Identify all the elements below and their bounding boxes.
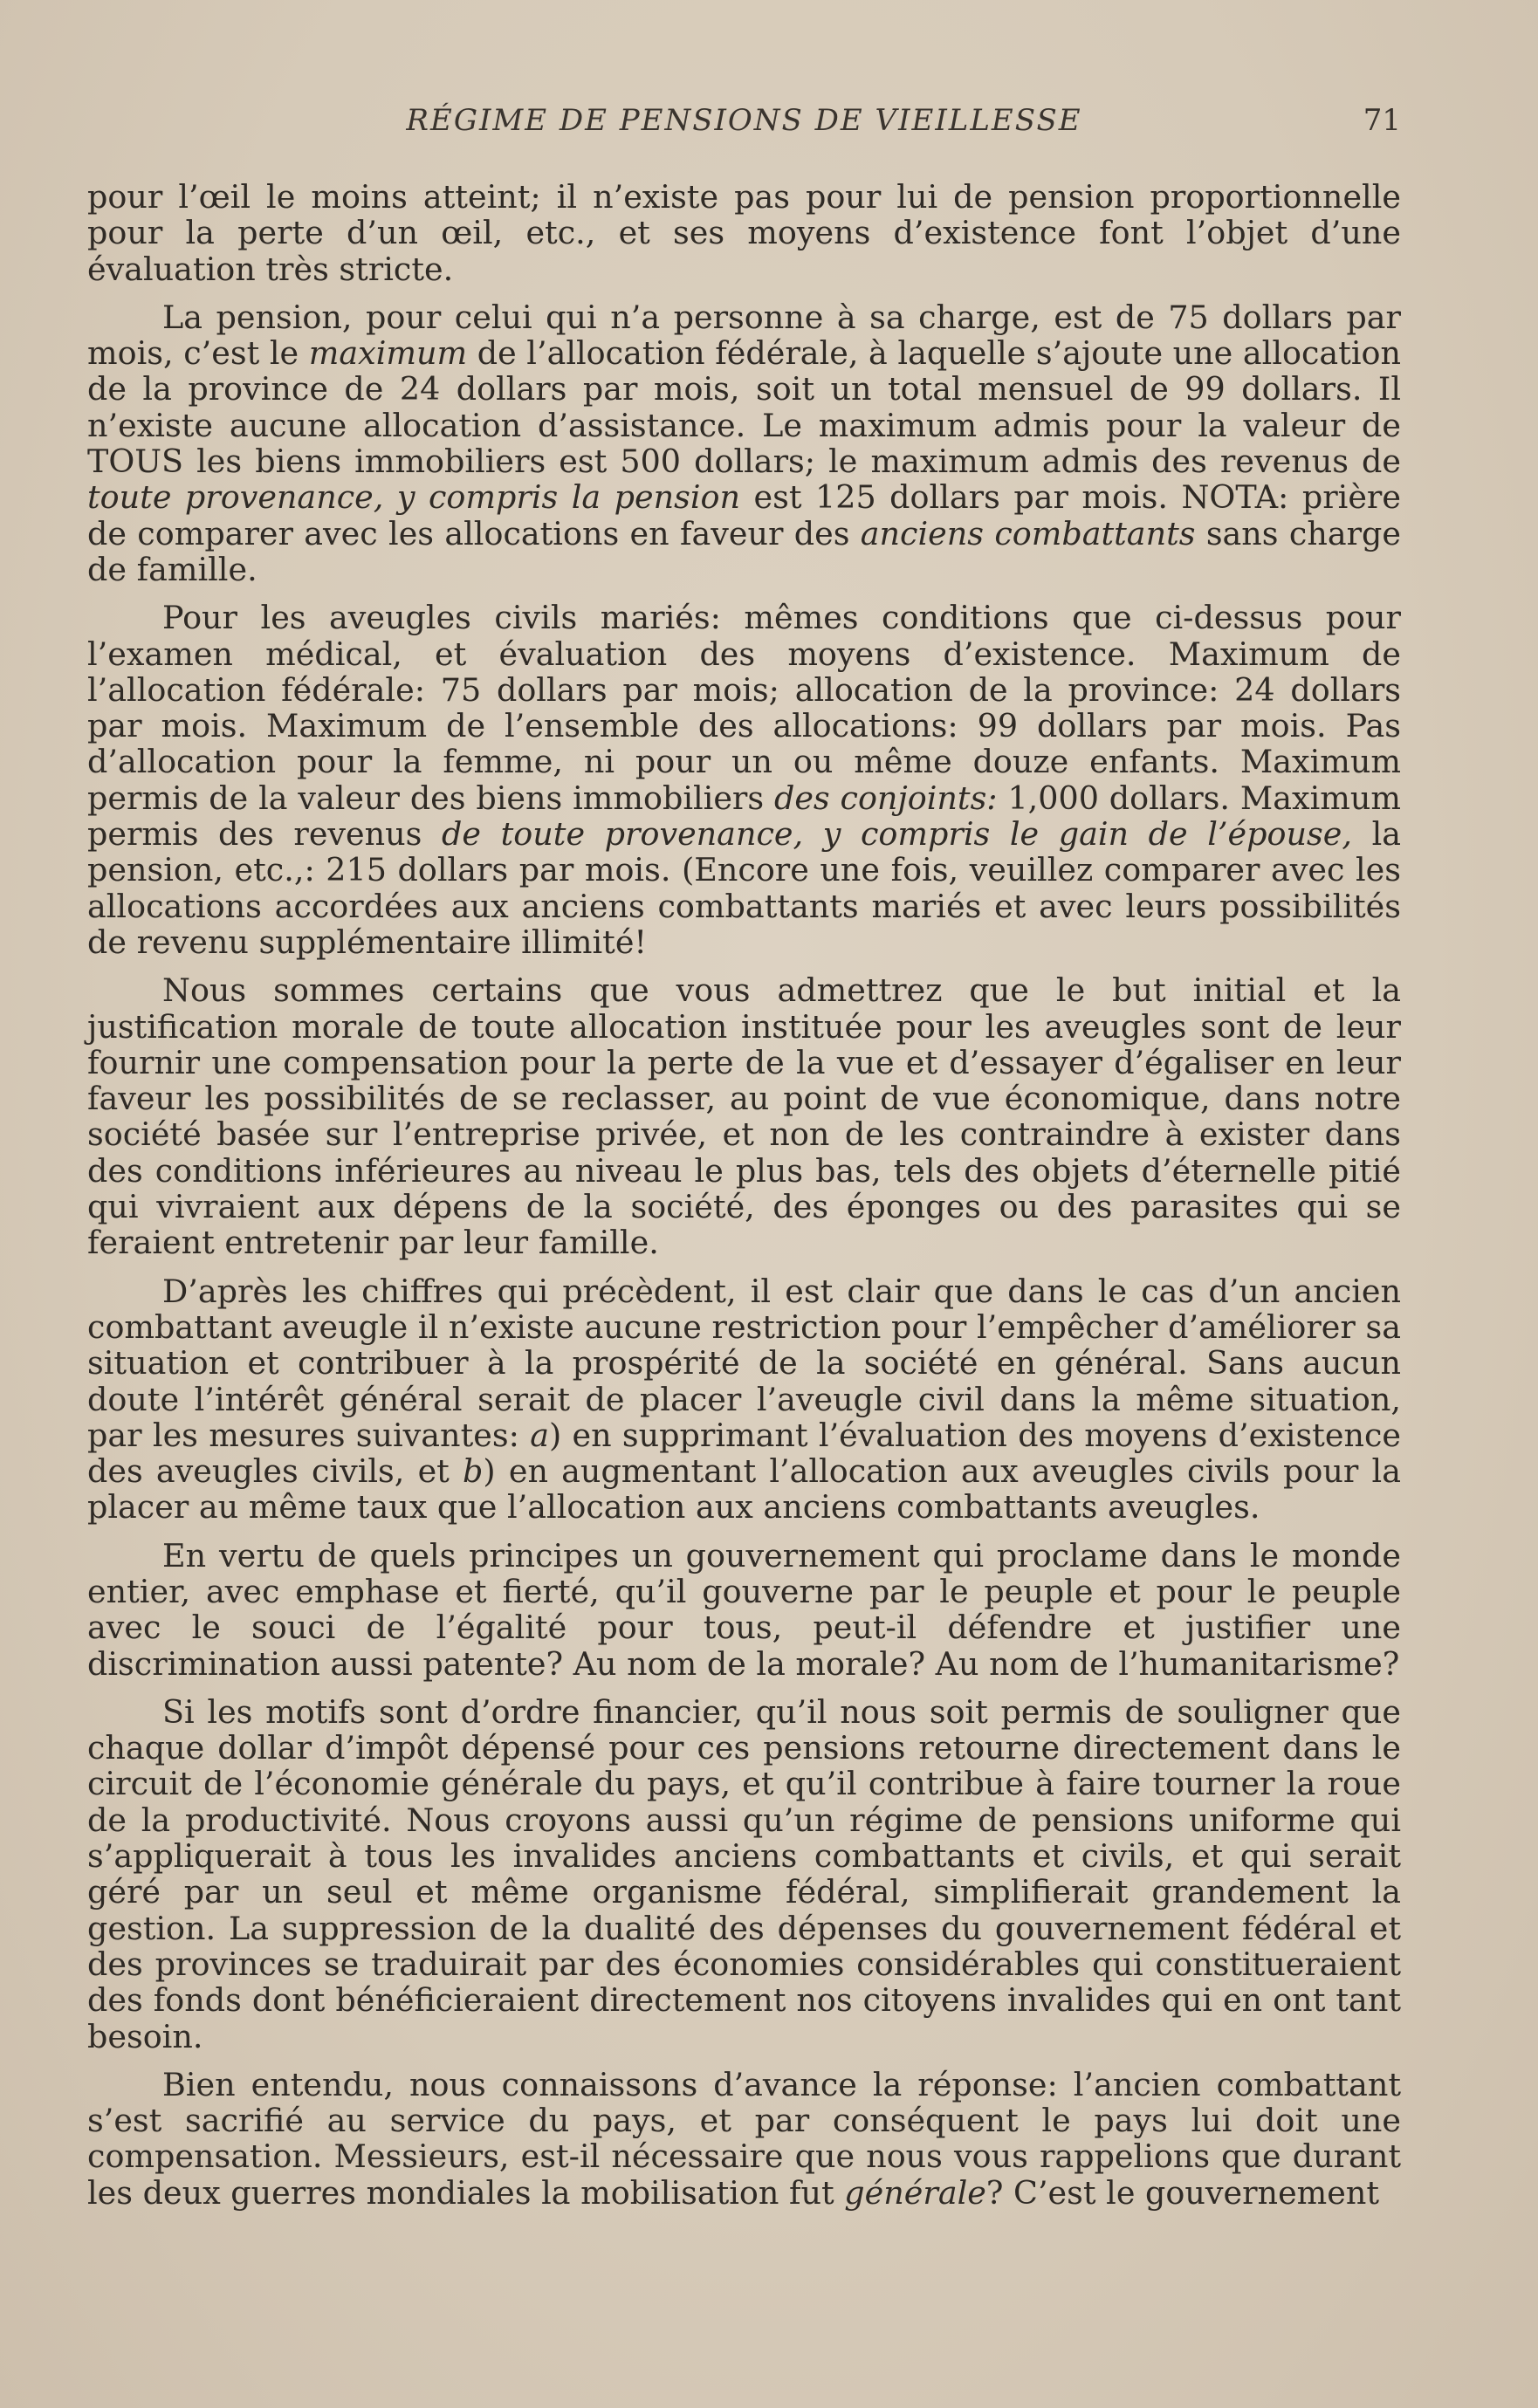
text-segment: sans charge de famille. <box>87 514 1401 588</box>
italic-text-segment: a <box>530 1416 549 1454</box>
text-segment: est 125 dollars par mois. NOTA: prière de comparer avec les allocations en faveur des <box>87 478 1401 552</box>
text-segment: Si les motifs sont d’ordre financier, qu’il nous soit permis de souligner que chaque dollar d’impôt dépensé pour ces pensions retourne directement dans le circuit de l’économie générale du pays, et qu’il contribue à faire tourner la roue de la productivité. Nous croyons aussi qu’un régime de pensions uniforme qui s’appliquerait à tous les invalides anciens combattants et civils, et qui serait géré par un seul et même organisme fédéral, simplifierait grandement la gestion. La suppression de la dualité des dépenses du gouvernement fédéral et des provinces se traduirait par des économies considérables qui constitueraient des fonds dont bénéficieraient directement nos citoyens invalides qui en ont tant besoin. <box>87 1692 1401 2055</box>
text-segment: La pension, pour celui qui n’a personne à sa charge, est de 75 dollars par mois, c’est le <box>87 298 1401 373</box>
text-segment: En vertu de quels principes un gouvernement qui proclame dans le monde entier, avec emphase et fierté, qu’il gouverne par le peuple et pour le peuple avec le souci de l’égalité pour tous, peut-il défendre et justifier une discrimination aussi patente? Au nom de la morale? Au nom de l’humanitarisme? <box>87 1536 1401 1683</box>
paragraph-1 <box>87 179 1401 287</box>
paragraph-7 <box>87 1694 1401 2055</box>
paragraph-6 <box>87 1538 1401 1682</box>
text-segment: pour l’œil le moins atteint; il n’existe pas pour lui de pension proportionnelle pour la perte d’un œil, etc., et ses moyens d’existence font l’objet d’une évaluation très stricte. <box>87 178 1401 288</box>
text-segment: ) en supprimant l’évaluation des moyens d’existence des aveugles civils, et <box>87 1416 1401 1491</box>
text-segment: la pension, etc.,: 215 dollars par mois. (Encore une fois, veuillez comparer avec les allocations accordées aux anciens combattants mariés et avec leurs possibilités de revenu supplémentaire illimité! <box>87 815 1401 961</box>
text-segment: Bien entendu, nous connaissons d’avance la réponse: l’ancien combattant s’est sacrifié au service du pays, et par conséquent le pays lui doit une compensation. Messieurs, est-il nécessaire que nous vous rappelions que durant les deux guerres mondiales la mobilisation fut <box>87 2065 1401 2212</box>
text-segment: Nous sommes certains que vous admettrez que le but initial et la justification morale de toute allocation instituée pour les aveugles sont de leur fournir une compensation pour la perte de la vue et d’essayer d’égaliser en leur faveur les possibilités de se reclasser, au point de vue économique, dans notre société basée sur l’entreprise privée, et non de les contraindre à exister dans des conditions inférieures au niveau le plus bas, tels des objets d’éternelle pitié qui vivraient aux dépens de la société, des éponges ou des parasites qui se feraient entretenir par leur famille. <box>87 971 1401 1262</box>
paragraph-8 <box>87 2067 1401 2211</box>
text-segment: de l’allocation fédérale, à laquelle s’ajoute une allocation de la province de 24 dollars par mois, soit un total mensuel de 99 dollars. Il n’existe aucune allocation d’assistance. Le maximum admis pour la valeur de TOUS les biens immobiliers est 500 dollars; le maximum admis des revenus de <box>87 334 1402 481</box>
paragraph-5 <box>87 1273 1401 1526</box>
italic-text-segment: générale <box>844 2173 986 2212</box>
italic-text-segment: toute provenance, y compris la pension <box>87 478 741 517</box>
running-title: RÉGIME DE PENSIONS DE VIEILLESSE <box>406 103 1082 138</box>
italic-text-segment: maximum <box>308 334 468 373</box>
text-segment: ? C’est le gouvernement <box>985 2173 1380 2212</box>
paragraph-4 <box>87 972 1401 1260</box>
italic-text-segment: anciens combattants <box>860 514 1196 552</box>
italic-text-segment: b <box>463 1452 484 1491</box>
page-number: 71 <box>1363 103 1401 138</box>
body-text <box>87 179 1401 2223</box>
italic-text-segment: des conjoints: <box>773 779 998 817</box>
page-header <box>87 103 1401 147</box>
paragraph-2 <box>87 299 1401 587</box>
text-segment: D’après les chiffres qui précèdent, il est clair que dans le cas d’un ancien combattant aveugle il n’existe aucune restriction pour l’empêcher d’améliorer sa situation et contribuer à la prospérité de la société en général. Sans aucun doute l’intérêt général serait de placer l’aveugle civil dans la même situation, par les mesures suivantes: <box>87 1272 1401 1454</box>
text-segment: 1,000 dollars. Maximum permis des revenus <box>87 779 1401 854</box>
text-segment: ) en augmentant l’allocation aux aveugles civils pour la placer au même taux que l’allocation aux anciens combattants aveugles. <box>87 1452 1401 1526</box>
italic-text-segment: de toute provenance, y compris le gain de l’épouse, <box>442 815 1352 854</box>
text-segment: Pour les aveugles civils mariés: mêmes conditions que ci-dessus pour l’examen médical, et évaluation des moyens d’existence. Maximum de l’allocation fédérale: 75 dollars par mois; allocation de la province: 24 dollars par mois. Maximum de l’ensemble des allocations: 99 dollars par mois. Pas d’allocation pour la femme, ni pour un ou même douze enfants. Maximum permis de la valeur des biens immobiliers <box>87 599 1401 817</box>
paragraph-3 <box>87 600 1401 960</box>
